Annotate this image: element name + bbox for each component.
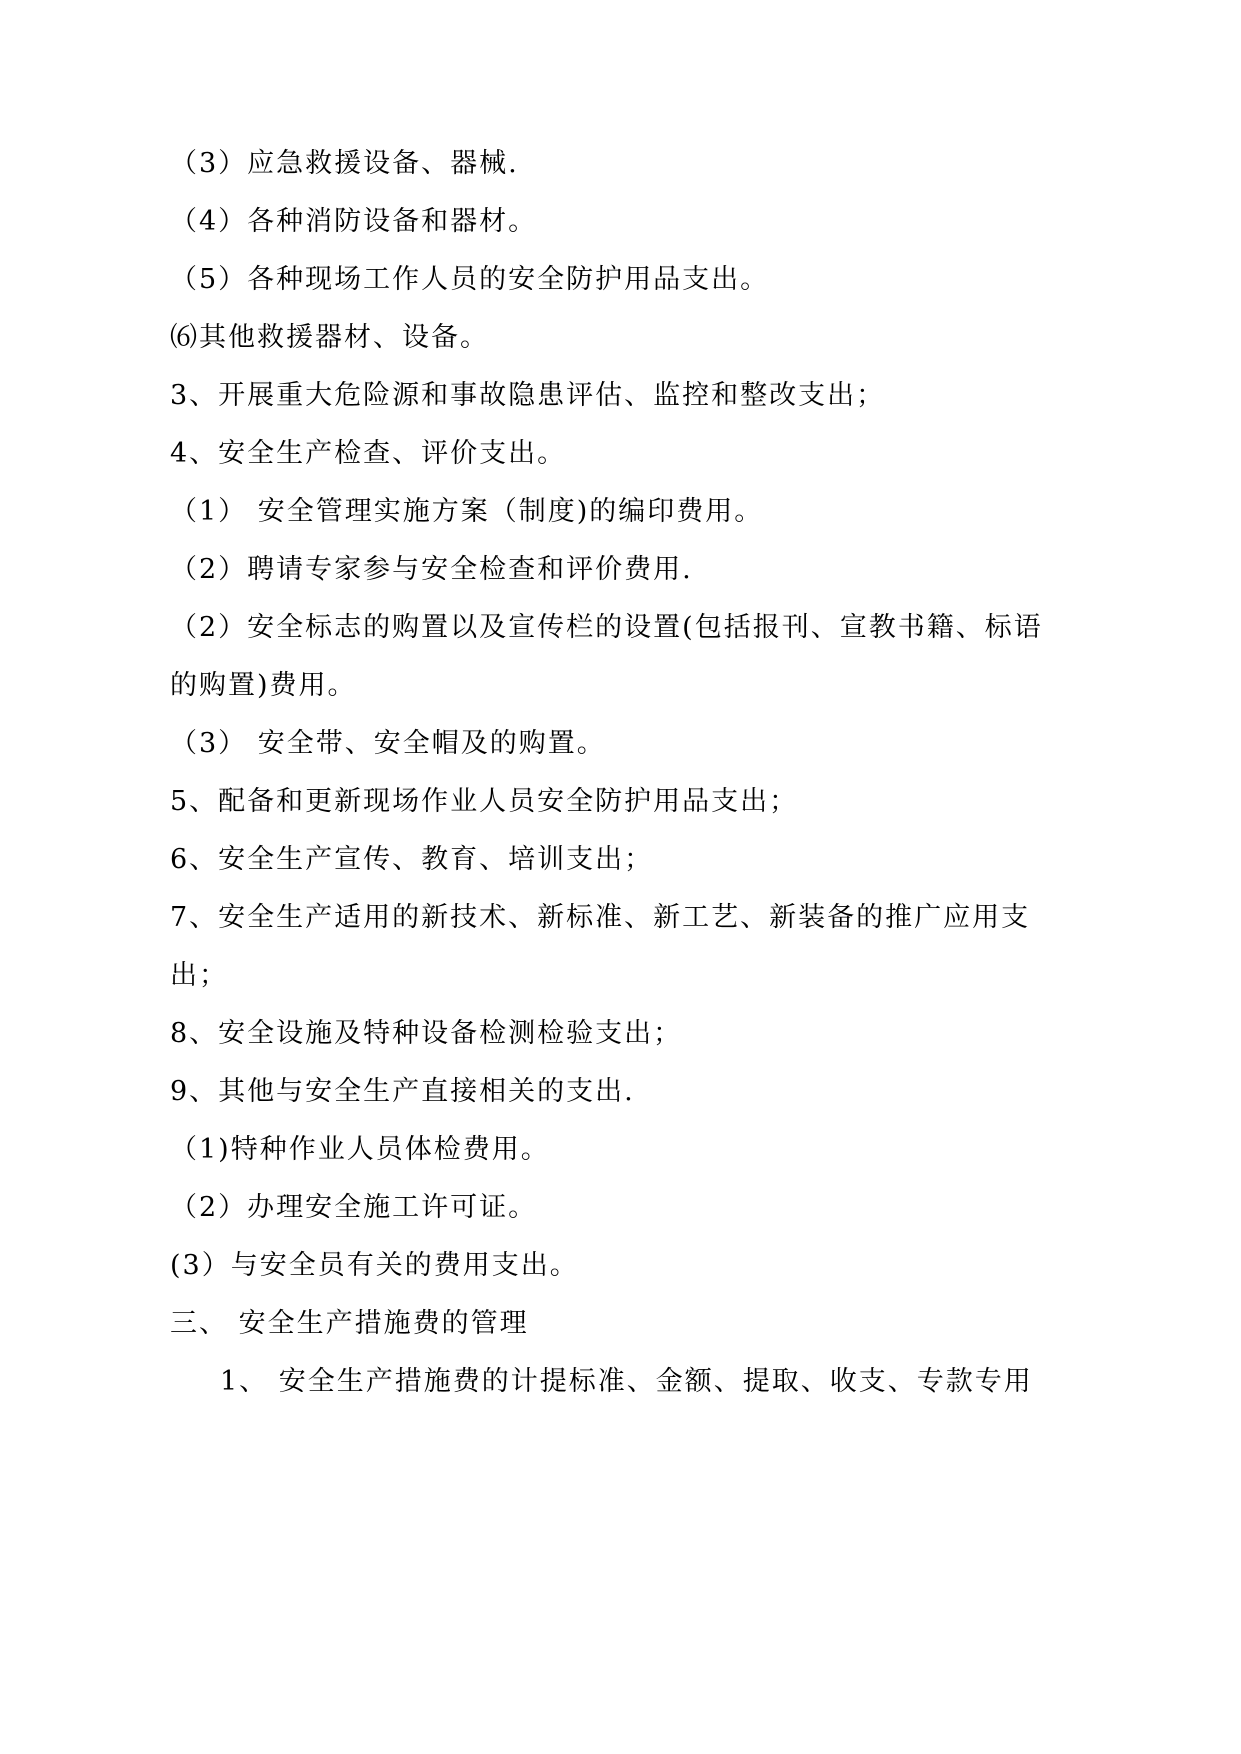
text-line-14: 7、安全生产适用的新技术、新标准、新工艺、新装备的推广应用支 bbox=[170, 902, 1031, 933]
text-line-17: 9、其他与安全生产直接相关的支出. bbox=[170, 1076, 635, 1107]
text-line-8: （2）聘请专家参与安全检查和评价费用. bbox=[170, 554, 693, 585]
text-line-13: 6、安全生产宣传、教育、培训支出； bbox=[170, 844, 654, 875]
text-line-18: （1)特种作业人员体检费用。 bbox=[170, 1134, 550, 1165]
text-line-11: （3） 安全带、安全帽及的购置。 bbox=[170, 728, 606, 759]
text-line-5: 3、开展重大危险源和事故隐患评估、监控和整改支出； bbox=[170, 380, 886, 411]
text-line-15: 出； bbox=[170, 960, 228, 991]
section-heading: 三、 安全生产措施费的管理 bbox=[170, 1308, 529, 1339]
text-line-2: （4）各种消防设备和器材。 bbox=[170, 206, 538, 237]
text-line-19: （2）办理安全施工许可证。 bbox=[170, 1192, 538, 1223]
text-line-3: （5）各种现场工作人员的安全防护用品支出。 bbox=[170, 264, 770, 295]
text-line-12: 5、配备和更新现场作业人员安全防护用品支出； bbox=[170, 786, 799, 817]
text-line-20: (3）与安全员有关的费用支出。 bbox=[170, 1250, 579, 1281]
text-line-10: 的购置)费用。 bbox=[170, 670, 357, 701]
text-line-1: （3）应急救援设备、器械. bbox=[170, 148, 519, 179]
text-line-9: （2）安全标志的购置以及宣传栏的设置(包括报刊、宣教书籍、标语 bbox=[170, 612, 1043, 643]
text-line-22: 1、 安全生产措施费的计提标准、金额、提取、收支、专款专用 bbox=[220, 1366, 1033, 1397]
text-line-6: 4、安全生产检查、评价支出。 bbox=[170, 438, 567, 469]
text-line-16: 8、安全设施及特种设备检测检验支出； bbox=[170, 1018, 683, 1049]
text-line-4: ⑹其他救援器材、设备。 bbox=[170, 322, 489, 353]
text-line-7: （1） 安全管理实施方案（制度)的编印费用。 bbox=[170, 496, 764, 527]
